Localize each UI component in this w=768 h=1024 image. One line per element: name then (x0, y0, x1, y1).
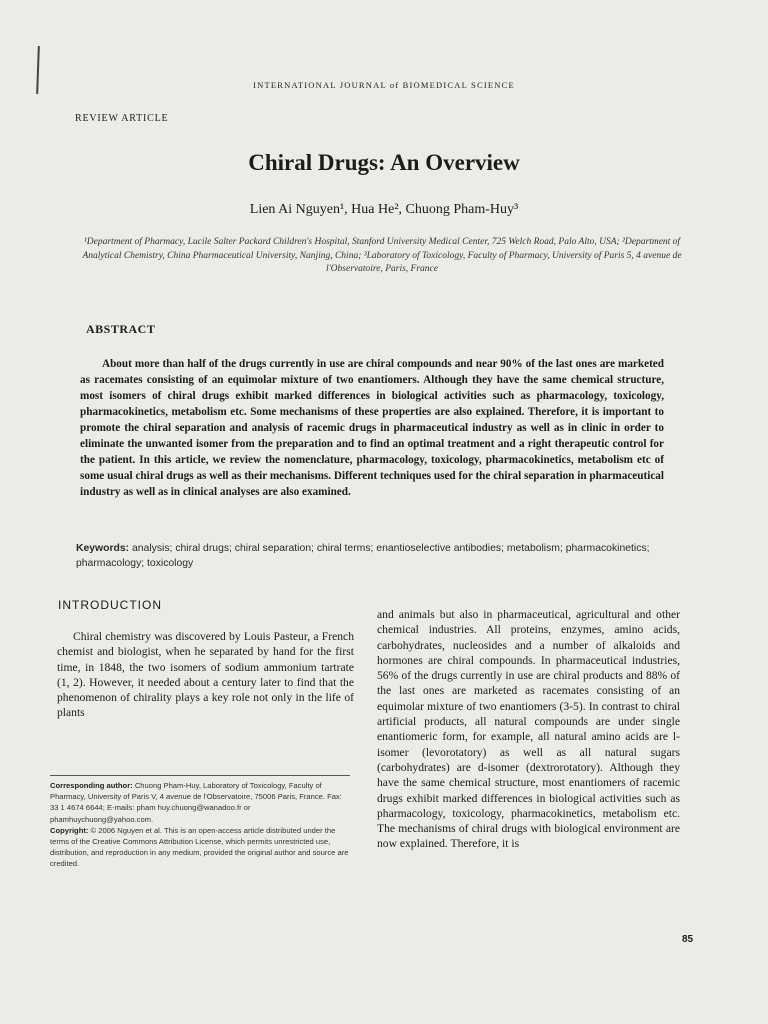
corresponding-author-note (50, 780, 350, 825)
keywords-label: Keywords: (76, 543, 130, 554)
footnote-block (50, 780, 350, 870)
affiliation-block: ¹Department of Pharmacy, Lucile Salter Packard Children's Hospital, Stanford University Medical Center, 725 Welch Road, Palo Alto, USA; ²Department of Analytical Chemistry, China Pharmaceutical University, Nanjing, China; ³Laboratory of Toxicology, Faculty of Pharmacy, University of Paris 5, 4 avenue de l'Observatoire, Paris, France (82, 237, 682, 274)
abstract-heading: ABSTRACT (86, 322, 156, 336)
copyright-note (50, 825, 350, 870)
journal-header: INTERNATIONAL JOURNAL of BIOMEDICAL SCIENCE (253, 80, 515, 90)
copyright-label: Copyright: (50, 825, 89, 835)
keywords-text: analysis; chiral drugs; chiral separation; chiral terms; enantioselective antibodies; metabolism; pharmacokinetics; pharmacology; toxicology (76, 543, 650, 569)
corresponding-author-label: Corresponding author: (50, 781, 133, 790)
corresponding-author-text: Chuong Pham-Huy, Laboratory of Toxicology, Faculty of Pharmacy, University of Paris V, 4 avenue de l'Observatoire, 75006 Paris, France. Fax: 33 1 4674 6644; E-mails: pham huy.chuong@wanadoo.fr or phamhuychuong@yahoo.com. (50, 781, 342, 824)
footnote-divider (50, 775, 350, 776)
page-number: 85 (682, 934, 694, 945)
article-type: REVIEW ARTICLE (75, 113, 169, 124)
keywords-block (76, 542, 666, 571)
abstract-body: About more than half of the drugs currently in use are chiral compounds and near 90% of the last ones are marketed as racemates consisting of an equimolar mixture of two enantiomers. Although they have the same chemical structure, most isomers of chiral drugs exhibit marked differences in biological activities such as pharmacology, toxicology, pharmacokinetics, metabolism etc. Some mechanisms of these properties are also explained. Therefore, it is important to promote the chiral separation and analysis of racemic drugs in pharmaceutical industry as well as in clinic in order to eliminate the unwanted isomer from the preparation and to find an optimal treatment and a right therapeutic control for the patient. In this article, we review the nomenclature, pharmacology, toxicology, pharmacokinetics, metabolism etc of some usual chiral drugs as well as their mechanisms. Different techniques used for the chiral separation in pharmaceutical industry as well as in clinical analyses are also examined. (80, 358, 664, 498)
introduction-heading: INTRODUCTION (58, 598, 162, 612)
copyright-text: © 2006 Nguyen et al. This is an open-access article distributed under the terms of the Creative Commons Attribution License, which permits unrestricted use, distribution, and reproduction in any medium, provided the original author and source are credited. (50, 825, 349, 869)
author-list: Lien Ai Nguyen¹, Hua He², Chuong Pham-Huy³ (249, 202, 519, 217)
introduction-left-column: Chiral chemistry was discovered by Louis Pasteur, a French chemist and biologist, when he separated by hand for the first time, in 1848, the two isomers of sodium ammonium tartrate (1, 2). However, it needed about a century later to find that the phenomenon of chirality plays a key role not only in the life of plants (57, 630, 354, 720)
introduction-right-column: and animals but also in pharmaceutical, agricultural and other chemical industries. All proteins, enzymes, amino acids, carbohydrates, nucleosides and a number of alkaloids and hormones are chiral compounds. In pharmaceutical industries, 56% of the drugs currently in use are chiral products and 88% of the last ones are marketed as racemates consisting of an equimolar mixture of two enantiomers (3-5). In contrast to chiral artificial products, all natural compounds are under single enantiomeric form, for example, all natural amino acids are l-isomer (levorotatory) as well as all natural sugars (carbohydrates) are d-isomer (dextrorotatory). Although they have the same chemical structure, most enantiomers of racemic drugs exhibit marked differences in biological activities such as pharmacology, toxicology, pharmacokinetics, metabolism etc. The mechanisms of chiral drugs with biological environment are now explained. Therefore, it is (377, 608, 680, 851)
paper-title: Chiral Drugs: An Overview (248, 150, 520, 175)
